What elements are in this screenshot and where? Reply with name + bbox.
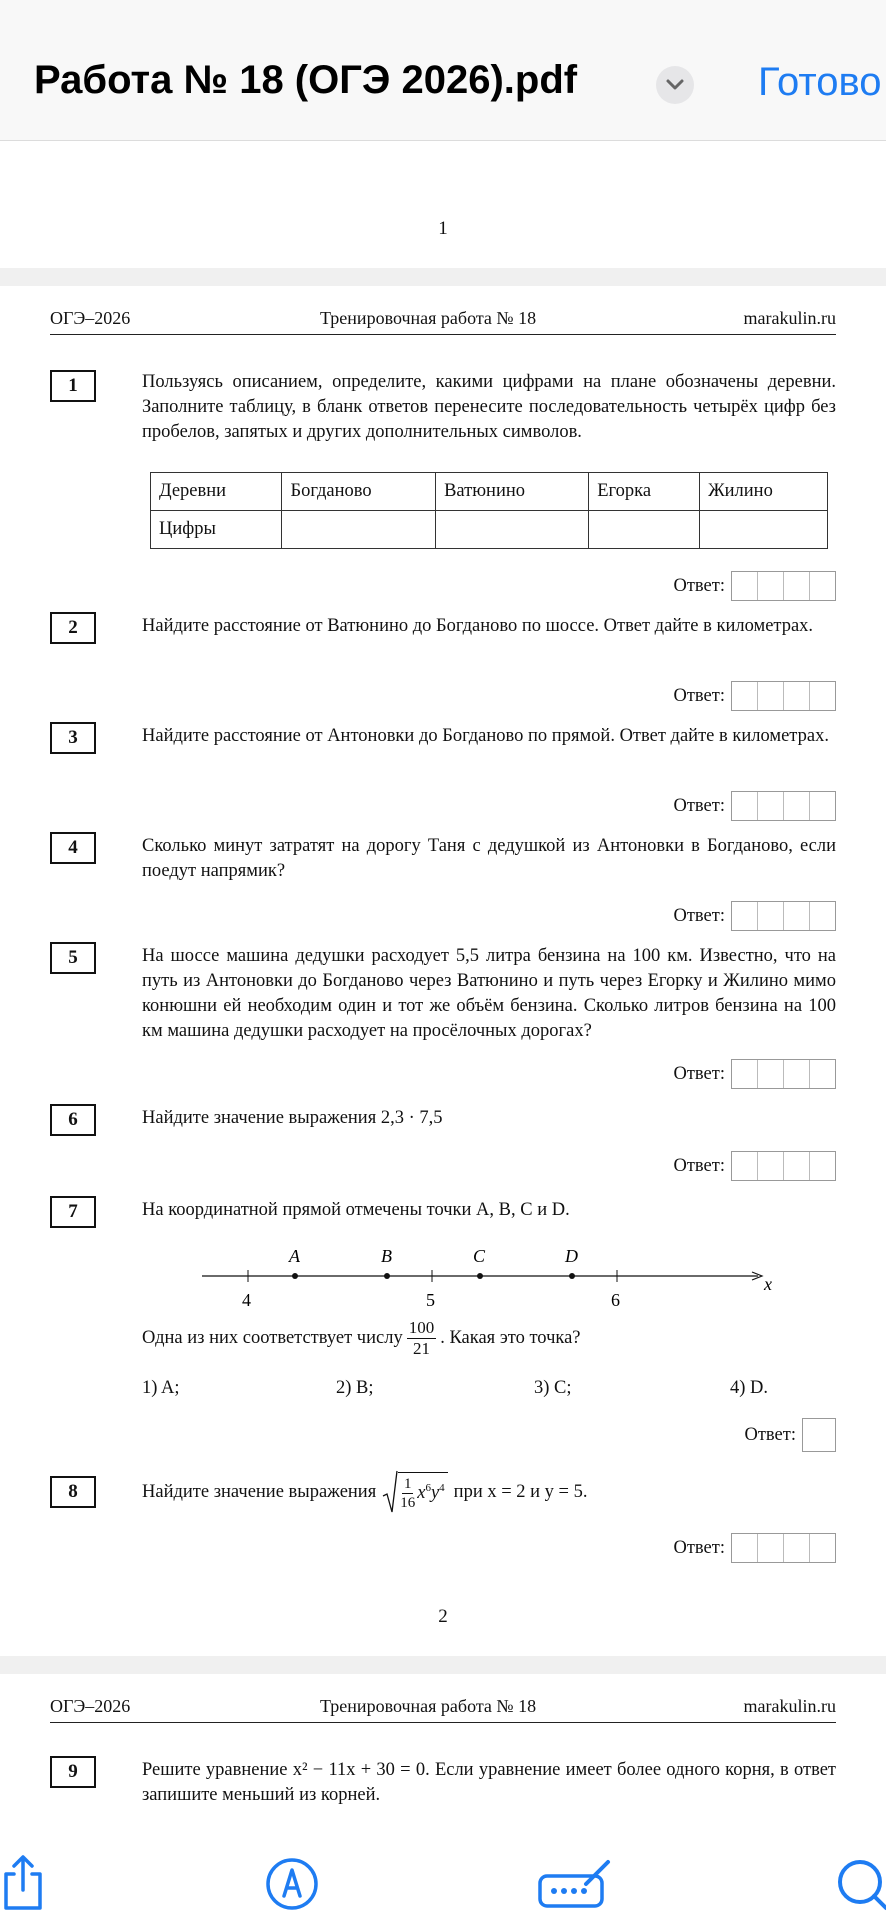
answer-box	[673, 1060, 836, 1088]
page-gap	[0, 1656, 886, 1674]
axis-label: x	[764, 1274, 772, 1294]
fraction	[407, 1318, 437, 1359]
fraction	[400, 1475, 415, 1512]
question-text: На координатной прямой отмечены точки A, B, C и D.	[142, 1200, 570, 1220]
point-label: B	[381, 1246, 392, 1266]
header-site: marakulin.ru	[743, 1696, 836, 1716]
fraction-numerator: 100	[408, 1318, 435, 1337]
answer-label: Ответ:	[744, 1424, 796, 1445]
point-label: A	[289, 1246, 300, 1266]
page-number-2: 2	[438, 1606, 448, 1627]
point-d	[569, 1273, 575, 1279]
sqrt-sign-icon	[382, 1470, 398, 1514]
fraction-numerator: 1	[403, 1476, 412, 1492]
page-header	[50, 1696, 836, 1723]
option-3: 3) C;	[534, 1378, 572, 1398]
question-number: 1	[50, 370, 96, 402]
question-number: 4	[50, 832, 96, 864]
markup-icon[interactable]	[264, 1856, 320, 1912]
sqrt-expression	[382, 1470, 447, 1514]
header-left: ОГЭ–2026	[50, 1696, 131, 1716]
title-menu-button[interactable]	[656, 66, 694, 104]
point-label: D	[565, 1246, 578, 1266]
point-a	[292, 1273, 298, 1279]
question-text	[142, 1318, 581, 1359]
answer-box	[673, 572, 836, 600]
question-text-after: при x = 2 и y = 5.	[453, 1481, 588, 1502]
table-cell	[589, 511, 700, 549]
answer-box	[673, 792, 836, 820]
answer-label: Ответ:	[673, 795, 725, 816]
fraction-denominator: 21	[412, 1339, 430, 1358]
tick-label: 6	[611, 1290, 620, 1310]
option-2: 2) B;	[336, 1378, 374, 1398]
point-c	[477, 1273, 483, 1279]
question-number: 2	[50, 612, 96, 644]
table-cell: Богданово	[282, 473, 436, 511]
villages-table	[150, 472, 828, 549]
point-b	[384, 1273, 390, 1279]
page-header	[50, 308, 836, 335]
question-text-after: . Какая это точка?	[440, 1328, 581, 1348]
answer-cells	[731, 1151, 836, 1181]
answer-label: Ответ:	[673, 1537, 725, 1558]
answer-cells	[731, 681, 836, 711]
question-number: 6	[50, 1104, 96, 1136]
sqrt-radicand	[398, 1472, 447, 1512]
search-icon[interactable]	[832, 1854, 886, 1914]
chevron-down-icon	[665, 77, 685, 93]
top-bar	[0, 0, 886, 141]
table-cell: Деревни	[151, 473, 282, 511]
answer-label: Ответ:	[673, 905, 725, 926]
header-site: marakulin.ru	[743, 308, 836, 328]
answer-cells	[731, 791, 836, 821]
question-number: 9	[50, 1756, 96, 1788]
done-button[interactable]: Готово	[758, 60, 882, 104]
page-gap	[0, 268, 886, 286]
table-cell	[700, 511, 828, 549]
table-cell: Жилино	[700, 473, 828, 511]
answer-box	[673, 1534, 836, 1562]
tick-label: 5	[426, 1290, 435, 1310]
share-icon[interactable]	[0, 1854, 50, 1914]
answer-cells	[731, 571, 836, 601]
document-title[interactable]: Работа № 18 (ОГЭ 2026).pdf	[34, 58, 578, 102]
answer-box	[744, 1418, 836, 1452]
question-text: Решите уравнение x² − 11x + 30 = 0. Если уравнение имеет более одного корня, в ответ запишите меньший из корней.	[142, 1760, 836, 1805]
answer-box	[673, 902, 836, 930]
question-number: 8	[50, 1476, 96, 1508]
answer-label: Ответ:	[673, 1155, 725, 1176]
answer-box	[673, 1152, 836, 1180]
answer-cells	[731, 1533, 836, 1563]
answer-label: Ответ:	[673, 1063, 725, 1084]
question-text: На шоссе машина дедушки расходует 5,5 литра бензина на 100 км. Известно, что на путь из Антоновки до Богданово через Ватюнино и путь через Егорку и Жилино мимо конюшни ей необходим один и тот же объём бензина. Сколько литров бензина на 100 км машина дедушки расходует на просёлочных дорогах?	[142, 946, 836, 1041]
tick-label: 4	[242, 1290, 251, 1310]
question-text: Сколько минут затратят на дорогу Таня с дедушкой из Антоновки в Богданово, если поедут напрямик?	[142, 836, 836, 881]
question-text-before: Найдите значение выражения	[142, 1481, 377, 1502]
table-cell: Ватюнино	[436, 473, 589, 511]
table-cell	[282, 511, 436, 549]
fraction-denominator: 16	[400, 1495, 416, 1511]
question-text	[142, 1470, 588, 1514]
table-cell: Егорка	[589, 473, 700, 511]
number-line	[190, 1240, 780, 1310]
question-text: Найдите расстояние от Ватюнино до Богданово по шоссе. Ответ дайте в километрах.	[142, 616, 814, 636]
header-title: Тренировочная работа № 18	[320, 1696, 537, 1716]
answer-cell	[802, 1418, 836, 1452]
answer-label: Ответ:	[673, 685, 725, 706]
keyboard-annotate-icon[interactable]	[536, 1856, 616, 1912]
question-number: 3	[50, 722, 96, 754]
question-text: Найдите значение выражения 2,3 · 7,5	[142, 1108, 443, 1128]
header-title: Тренировочная работа № 18	[320, 308, 537, 328]
answer-cells	[731, 901, 836, 931]
answer-box	[673, 682, 836, 710]
table-row	[151, 473, 828, 511]
question-text: Пользуясь описанием, определите, какими цифрами на плане обозначены деревни. Заполните таблицу, в бланк ответов перенесите последовательность четырёх цифр без пробелов, запятых и других дополнительных символов.	[142, 372, 836, 442]
answer-cells	[731, 1059, 836, 1089]
header-left: ОГЭ–2026	[50, 308, 131, 328]
answer-label: Ответ:	[673, 575, 725, 596]
question-text: Найдите расстояние от Антоновки до Богданово по прямой. Ответ дайте в километрах.	[142, 726, 829, 746]
question-number: 7	[50, 1196, 96, 1228]
variable-expression: $x^6y^4$	[417, 1482, 445, 1504]
table-row	[151, 511, 828, 549]
table-cell: Цифры	[151, 511, 282, 549]
bottom-toolbar	[0, 1840, 886, 1920]
question-text-before: Одна из них соответствует числу	[142, 1328, 403, 1348]
question-number: 5	[50, 942, 96, 974]
point-label: C	[473, 1246, 486, 1266]
page-number-1: 1	[438, 218, 448, 239]
option-1: 1) A;	[142, 1378, 180, 1398]
option-4: 4) D.	[730, 1378, 769, 1398]
table-cell	[436, 511, 589, 549]
